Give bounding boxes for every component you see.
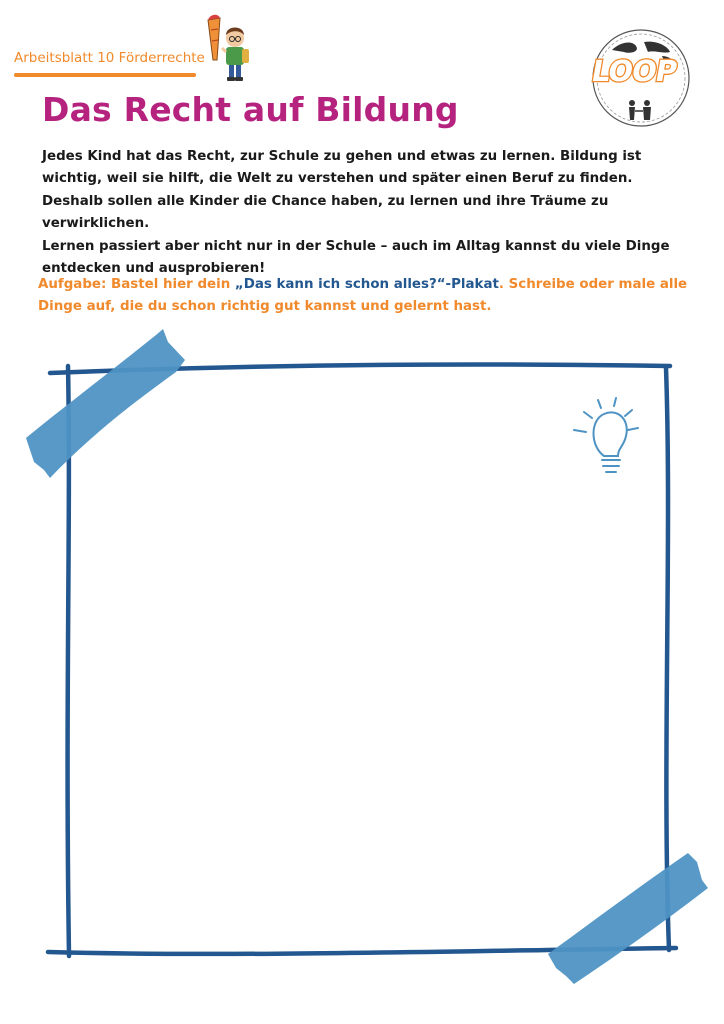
task-prefix: Aufgabe: Bastel hier dein (38, 277, 235, 292)
tape-top-left (26, 329, 185, 478)
intro-paragraph-1: Jedes Kind hat das Recht, zur Schule zu gehen und etwas zu lernen. Bildung ist wichtig, weil sie hilft, die Welt zu verstehen und später einen Beruf zu finden. Deshalb sollen alle Kinder die Chance haben, zu lernen und ihre Träume zu verwirklichen. (42, 149, 642, 232)
task-instruction (38, 274, 688, 319)
lightbulb-icon (574, 398, 638, 472)
intro-paragraph-2: Lernen passiert aber nicht nur in der Schule – auch im Alltag kannst du viele Dinge entdecken und ausprobieren! (42, 238, 670, 277)
loop-logo-text: LOOP (589, 54, 680, 88)
poster-drawing-area[interactable] (0, 320, 724, 1000)
task-suffix: . Schreibe oder male alle Dinge auf, die du schon richtig gut kannst und gelernt hast. (38, 277, 688, 315)
intro-text (42, 146, 678, 280)
poster-frame (48, 364, 676, 956)
tape-bottom-right (548, 853, 708, 984)
worksheet-label: Arbeitsblatt 10 Förderrechte (14, 50, 205, 66)
page-title: Das Recht auf Bildung (42, 90, 459, 129)
school-kid-illustration (198, 14, 256, 84)
poster-name-highlight: „Das kann ich schon alles?“-Plakat (234, 277, 499, 292)
header-underline (14, 73, 196, 77)
